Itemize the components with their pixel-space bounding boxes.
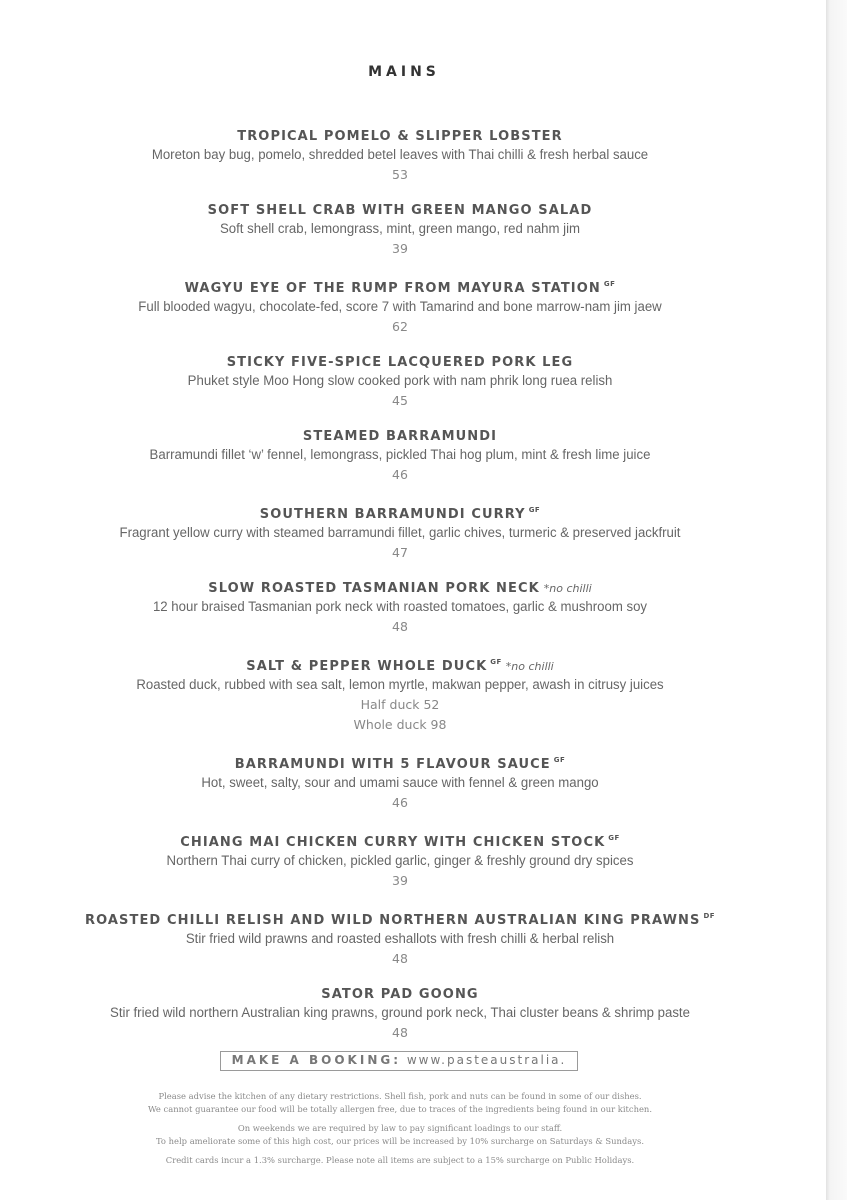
dish-price: 48	[392, 951, 408, 966]
dietary-tag: GF	[603, 280, 616, 288]
dish-name	[0, 276, 800, 297]
dish-name-text: SLOW ROASTED TASMANIAN PORK NECK	[208, 581, 540, 596]
allergen-notice	[0, 1090, 800, 1116]
dish-name-text: BARRAMUNDI WITH 5 FLAVOUR SAUCE	[234, 757, 551, 772]
dish-name	[0, 354, 800, 371]
booking-url-link[interactable]: www.pasteaustralia.	[406, 1053, 567, 1067]
chilli-note: *no chilli	[505, 660, 554, 673]
dish-price: 48	[392, 619, 408, 634]
dish-name-text: STEAMED BARRAMUNDI	[302, 429, 498, 444]
dish-price: 39	[392, 873, 408, 888]
dish-name	[0, 428, 800, 445]
page-edge-shadow	[826, 0, 847, 1200]
surcharge-line: Credit cards incur a 1.3% surcharge. Please note all items are subject to a 15% surcharge on Public Holidays.	[165, 1155, 635, 1165]
dish-description: Northern Thai curry of chicken, pickled garlic, ginger & freshly ground dry spices	[166, 853, 634, 869]
menu-item	[0, 654, 800, 735]
menu-item	[0, 502, 800, 563]
dish-name-text: WAGYU EYE OF THE RUMP FROM MAYURA STATION	[184, 281, 601, 296]
menu-item	[0, 128, 800, 185]
dish-price: 62	[392, 319, 408, 334]
dish-name-text: SOFT SHELL CRAB WITH GREEN MANGO SALAD	[207, 203, 593, 218]
surcharge-notice	[0, 1154, 800, 1167]
dish-description: Full blooded wagyu, chocolate-fed, score 7 with Tamarind and bone marrow-nam jim jaew	[138, 299, 662, 315]
dietary-tag: GF	[490, 658, 502, 666]
menu-item	[0, 752, 800, 813]
weekend-notice	[0, 1122, 800, 1148]
dish-price: 46	[392, 467, 408, 482]
dish-price: 39	[392, 241, 408, 256]
dish-price: Half duck 52	[360, 697, 440, 712]
dish-name-text: ROASTED CHILLI RELISH AND WILD NORTHERN AUSTRALIAN KING PRAWNS	[84, 913, 701, 928]
section-heading: MAINS	[368, 64, 440, 80]
weekend-line-1: On weekends we are required by law to pay significant loadings to our staff.	[237, 1123, 563, 1133]
dish-name	[0, 654, 800, 675]
dish-name	[0, 908, 800, 929]
dish-name	[0, 580, 800, 597]
menu-item	[0, 908, 800, 969]
dish-price: 53	[392, 167, 408, 182]
dish-description: Stir fried wild northern Australian king prawns, ground pork neck, Thai cluster beans & shrimp paste	[110, 1005, 690, 1021]
dietary-tag: GF	[528, 506, 541, 514]
dish-name	[0, 830, 800, 851]
dish-name	[0, 202, 800, 219]
dish-description: Roasted duck, rubbed with sea salt, lemon myrtle, makwan pepper, awash in citrusy juices	[136, 677, 664, 693]
dish-description: Hot, sweet, salty, sour and umami sauce with fennel & green mango	[201, 775, 599, 791]
dish-price: 45	[392, 393, 408, 408]
menu-item	[0, 428, 800, 485]
chilli-note: *no chilli	[543, 582, 592, 595]
dish-name-text: SATOR PAD GOONG	[321, 987, 479, 1002]
allergen-line-1: Please advise the kitchen of any dietary restrictions. Shell fish, pork and nuts can be found in some of our dishes.	[158, 1091, 642, 1101]
dish-name	[0, 986, 800, 1003]
dish-description: Stir fried wild prawns and roasted eshallots with fresh chilli & herbal relish	[185, 931, 615, 947]
dish-description: 12 hour braised Tasmanian pork neck with roasted tomatoes, garlic & mushroom soy	[152, 599, 648, 615]
dish-name-text: TROPICAL POMELO & SLIPPER LOBSTER	[237, 129, 563, 144]
dish-description: Fragrant yellow curry with steamed barramundi fillet, garlic chives, turmeric & preserved jackfruit	[119, 525, 681, 541]
dish-description: Phuket style Moo Hong slow cooked pork with nam phrik long ruea relish	[187, 373, 613, 389]
dish-price: 46	[392, 795, 408, 810]
booking-label: MAKE A BOOKING:	[231, 1053, 402, 1067]
dietary-tag: GF	[608, 834, 620, 842]
menu-item	[0, 580, 800, 637]
dish-description: Soft shell crab, lemongrass, mint, green mango, red nahm jim	[219, 221, 581, 237]
dish-price: 47	[392, 545, 408, 560]
dish-description: Barramundi fillet ‘w’ fennel, lemongrass, pickled Thai hog plum, mint & fresh lime juice	[149, 447, 651, 463]
allergen-line-2: We cannot guarantee our food will be totally allergen free, due to traces of the ingredients being found in our kitchen.	[148, 1104, 652, 1114]
dish-name-text: SOUTHERN BARRAMUNDI CURRY	[259, 507, 526, 522]
menu-item	[0, 276, 800, 337]
dish-description: Moreton bay bug, pomelo, shredded betel leaves with Thai chilli & fresh herbal sauce	[151, 147, 649, 163]
dish-name	[0, 752, 800, 773]
dish-name	[0, 128, 800, 145]
menu-item	[0, 354, 800, 411]
weekend-line-2: To help ameliorate some of this high cost, our prices will be increased by 10% surcharge on Saturdays & Sundays.	[156, 1136, 644, 1146]
menu-item	[0, 830, 800, 891]
dish-name-text: SALT & PEPPER WHOLE DUCK	[246, 659, 488, 674]
dish-price-secondary: Whole duck 98	[353, 717, 447, 732]
dish-name-text: CHIANG MAI CHICKEN CURRY WITH CHICKEN STOCK	[180, 835, 606, 850]
dish-name-text: STICKY FIVE-SPICE LACQUERED PORK LEG	[226, 355, 574, 370]
menu-list	[0, 128, 800, 1060]
booking-box[interactable]	[220, 1051, 578, 1071]
dish-name	[0, 502, 800, 523]
menu-item	[0, 986, 800, 1043]
dietary-tag: GF	[553, 756, 566, 764]
menu-item	[0, 202, 800, 259]
dietary-tag: DF	[703, 912, 716, 920]
dish-price: 48	[392, 1025, 408, 1040]
